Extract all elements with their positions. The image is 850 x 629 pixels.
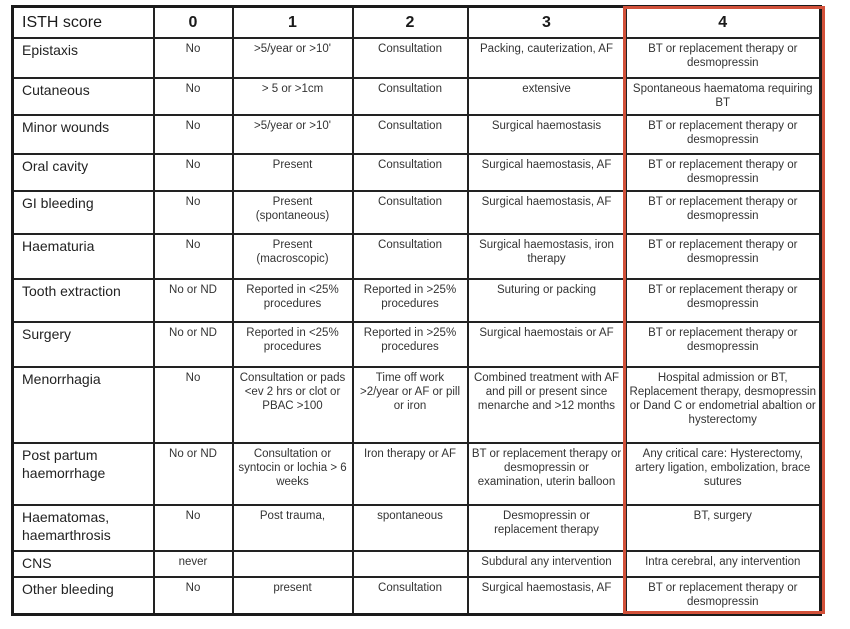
table-row xyxy=(13,279,821,322)
cell-score-0: No xyxy=(154,234,233,279)
cell-score-3: Combined treatment with AF and pill or present since menarche and >12 months xyxy=(468,367,626,443)
cell-score-2: Consultation xyxy=(353,38,468,78)
row-label: Epistaxis xyxy=(13,38,154,78)
cell-score-2: Consultation xyxy=(353,78,468,115)
cell-score-3: Subdural any intervention xyxy=(468,551,626,577)
cell-score-1: Consultation or pads <ev 2 hrs or clot or PBAC >100 xyxy=(233,367,353,443)
cell-score-2: Consultation xyxy=(353,154,468,191)
row-label: Oral cavity xyxy=(13,154,154,191)
cell-score-1: Post trauma, xyxy=(233,505,353,551)
row-label: GI bleeding xyxy=(13,191,154,234)
cell-score-0: No xyxy=(154,505,233,551)
cell-score-1: >5/year or >10' xyxy=(233,38,353,78)
cell-score-4: BT or replacement therapy or desmopressin xyxy=(626,38,821,78)
table-row xyxy=(13,551,821,577)
row-label: Minor wounds xyxy=(13,115,154,154)
cell-score-2: Consultation xyxy=(353,234,468,279)
cell-score-3: Surgical haemostais or AF xyxy=(468,322,626,367)
cell-score-2: Reported in >25% procedures xyxy=(353,279,468,322)
table-row xyxy=(13,367,821,443)
header-score-3: 3 xyxy=(468,7,626,39)
table-row xyxy=(13,154,821,191)
table-row xyxy=(13,577,821,614)
cell-score-0: No xyxy=(154,577,233,614)
cell-score-1: Present (spontaneous) xyxy=(233,191,353,234)
table-row xyxy=(13,38,821,78)
cell-score-0: No xyxy=(154,367,233,443)
cell-score-0: No xyxy=(154,38,233,78)
cell-score-1: present xyxy=(233,577,353,614)
header-isth-score: ISTH score xyxy=(13,7,154,39)
row-label: Tooth extraction xyxy=(13,279,154,322)
table-row xyxy=(13,505,821,551)
cell-score-1 xyxy=(233,551,353,577)
cell-score-1: Consultation or syntocin or lochia > 6 weeks xyxy=(233,443,353,505)
cell-score-0: No xyxy=(154,191,233,234)
cell-score-2: Time off work >2/year or AF or pill or iron xyxy=(353,367,468,443)
cell-score-0: No xyxy=(154,154,233,191)
cell-score-3: extensive xyxy=(468,78,626,115)
row-label: Haematuria xyxy=(13,234,154,279)
cell-score-2 xyxy=(353,551,468,577)
cell-score-4: BT or replacement therapy or desmopressin xyxy=(626,279,821,322)
header-score-0: 0 xyxy=(154,7,233,39)
row-label: Post partum haemorrhage xyxy=(13,443,154,505)
cell-score-1: > 5 or >1cm xyxy=(233,78,353,115)
cell-score-2: Consultation xyxy=(353,577,468,614)
cell-score-4: BT, surgery xyxy=(626,505,821,551)
cell-score-1: Reported in <25% procedures xyxy=(233,279,353,322)
cell-score-3: Surgical haemostasis, AF xyxy=(468,191,626,234)
cell-score-2: Consultation xyxy=(353,191,468,234)
cell-score-4: BT or replacement therapy or desmopressin xyxy=(626,115,821,154)
cell-score-4: BT or replacement therapy or desmopressin xyxy=(626,577,821,614)
cell-score-1: Present xyxy=(233,154,353,191)
table-row xyxy=(13,78,821,115)
row-label: CNS xyxy=(13,551,154,577)
cell-score-0: never xyxy=(154,551,233,577)
row-label: Other bleeding xyxy=(13,577,154,614)
cell-score-3: Packing, cauterization, AF xyxy=(468,38,626,78)
cell-score-3: Surgical haemostasis, iron therapy xyxy=(468,234,626,279)
cell-score-2: Iron therapy or AF xyxy=(353,443,468,505)
cell-score-0: No or ND xyxy=(154,279,233,322)
header-score-1: 1 xyxy=(233,7,353,39)
cell-score-4: BT or replacement therapy or desmopressin xyxy=(626,234,821,279)
cell-score-4: Intra cerebral, any intervention xyxy=(626,551,821,577)
cell-score-2: Reported in >25% procedures xyxy=(353,322,468,367)
table-row xyxy=(13,191,821,234)
row-label: Haematomas, haemarthrosis xyxy=(13,505,154,551)
table-row xyxy=(13,115,821,154)
cell-score-4: BT or replacement therapy or desmopressin xyxy=(626,154,821,191)
cell-score-2: spontaneous xyxy=(353,505,468,551)
cell-score-0: No xyxy=(154,115,233,154)
row-label: Cutaneous xyxy=(13,78,154,115)
cell-score-0: No xyxy=(154,78,233,115)
cell-score-0: No or ND xyxy=(154,443,233,505)
cell-score-1: >5/year or >10' xyxy=(233,115,353,154)
table-row xyxy=(13,322,821,367)
cell-score-3: BT or replacement therapy or desmopressin or examination, uterin balloon xyxy=(468,443,626,505)
cell-score-0: No or ND xyxy=(154,322,233,367)
cell-score-1: Present (macroscopic) xyxy=(233,234,353,279)
header-row xyxy=(13,7,821,39)
cell-score-4: Hospital admission or BT, Replacement therapy, desmopressin or Dand C or endometrial abaltion or hysterectomy xyxy=(626,367,821,443)
row-label: Surgery xyxy=(13,322,154,367)
cell-score-2: Consultation xyxy=(353,115,468,154)
header-score-2: 2 xyxy=(353,7,468,39)
row-label: Menorrhagia xyxy=(13,367,154,443)
header-score-4: 4 xyxy=(626,7,821,39)
cell-score-4: Any critical care: Hysterectomy, artery ligation, embolization, brace sutures xyxy=(626,443,821,505)
cell-score-3: Suturing or packing xyxy=(468,279,626,322)
cell-score-3: Surgical haemostasis, AF xyxy=(468,154,626,191)
cell-score-4: BT or replacement therapy or desmopressin xyxy=(626,322,821,367)
cell-score-1: Reported in <25% procedures xyxy=(233,322,353,367)
cell-score-4: BT or replacement therapy or desmopressin xyxy=(626,191,821,234)
table-row xyxy=(13,443,821,505)
cell-score-3: Desmopressin or replacement therapy xyxy=(468,505,626,551)
cell-score-4: Spontaneous haematoma requiring BT xyxy=(626,78,821,115)
table-row xyxy=(13,234,821,279)
cell-score-3: Surgical haemostasis xyxy=(468,115,626,154)
cell-score-3: Surgical haemostasis, AF xyxy=(468,577,626,614)
isth-bleeding-score-table xyxy=(11,5,822,616)
